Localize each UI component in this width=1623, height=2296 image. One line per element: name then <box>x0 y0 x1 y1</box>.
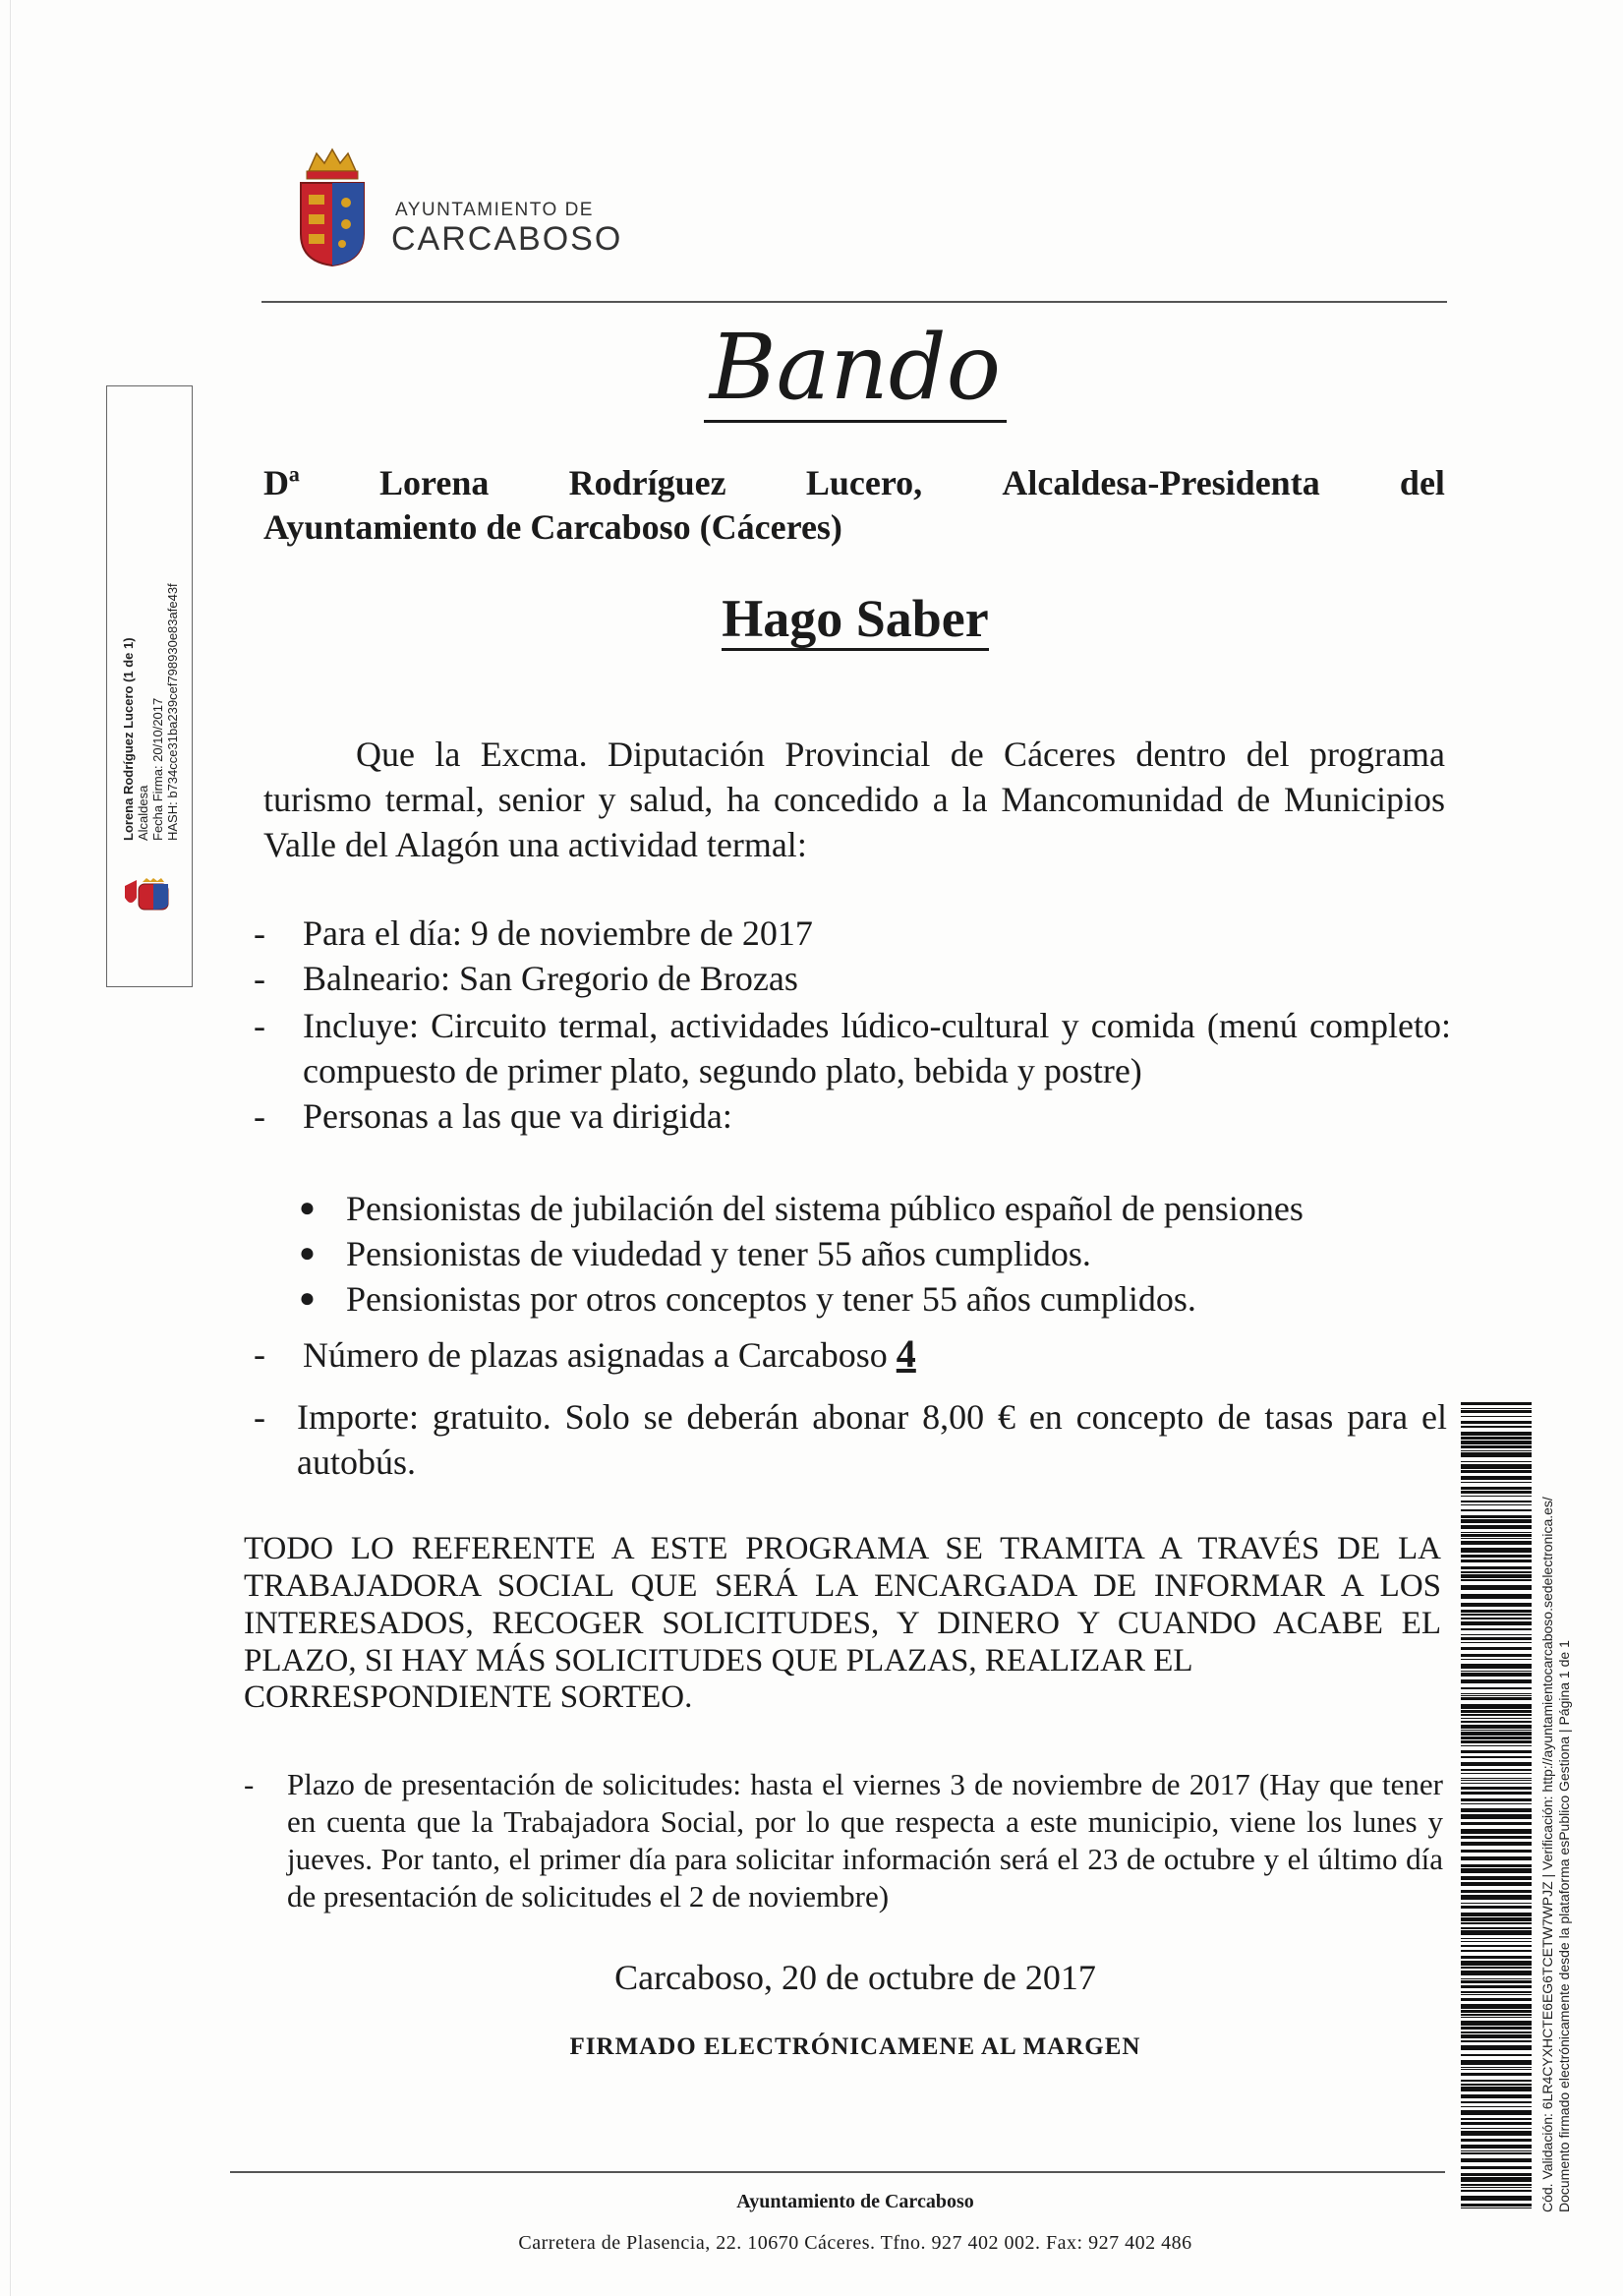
author-word: del <box>1399 463 1445 502</box>
plazas-value: 4 <box>896 1331 916 1376</box>
document-title: Bando <box>0 315 1623 420</box>
verification-text <box>1526 1396 1614 2212</box>
author-word: Dª <box>263 463 300 502</box>
verification-line: Cód. Validación: 6LR4CYXHCTE6EG6TCETW7WPJZ | Verificación: http://ayuntamientocarcaboso.sedelectronica.es/ <box>1539 1497 1555 2212</box>
date-line: Carcaboso, 20 de octubre de 2017 <box>614 1958 1096 1997</box>
header-divider <box>261 301 1447 303</box>
author-word: Lucero, <box>805 463 923 502</box>
coat-of-arms-icon <box>121 878 180 917</box>
author-word: Alcaldesa-Presidenta <box>1002 463 1320 502</box>
intro-paragraph: Que la Excma. Diputación Provincial de Cáceres dentro del programa turismo termal, senior y salud, ha concedido a la Mancomunidad de Municipios Valle del Alagón una actividad termal: <box>263 735 1445 864</box>
author-word: Rodríguez <box>568 463 726 502</box>
notice-paragraph-end: CORRESPONDIENTE SORTEO. <box>244 1679 693 1715</box>
author-line-2: Ayuntamiento de Carcaboso (Cáceres) <box>263 507 842 547</box>
org-label-big: CARCABOSO <box>391 220 623 258</box>
signature-stamp <box>106 385 193 987</box>
stamp-date: Fecha Firma: 20/10/2017 <box>150 697 165 841</box>
section-heading: Hago Saber <box>0 588 1623 649</box>
notice-paragraph: TODO LO REFERENTE A ESTE PROGRAMA SE TRAMITA A TRAVÉS DE LA TRABAJADORA SOCIAL QUE SERÁ LA ENCARGADA DE INFORMAR A LOS INTERESADOS, RECOGER SOLICITUDES, Y DINERO Y CUANDO ACABE EL PLAZO, SI HAY MÁS SOLICITUDES QUE PLAZAS, REALIZAR EL <box>244 1531 1441 1678</box>
author-word: Lorena <box>379 463 490 502</box>
signature-note: FIRMADO ELECTRÓNICAMENE AL MARGEN <box>569 2033 1141 2060</box>
stamp-role: Alcaldesa <box>136 785 150 841</box>
org-label-small: AYUNTAMIENTO DE <box>395 200 594 220</box>
footer-address: Carretera de Plasencia, 22. 10670 Cáceres. Tfno. 927 402 002. Fax: 927 402 486 <box>518 2232 1192 2254</box>
barcode <box>1461 1402 1532 2208</box>
coat-of-arms-icon <box>295 146 370 267</box>
author-line-1 <box>263 462 1445 503</box>
verification-line: Documento firmado electrónicamente desde la plataforma esPublico Gestiona | Página 1 de 1 <box>1556 1640 1572 2212</box>
stamp-hash: HASH: b734cce31ba239cef798930e83afe43f <box>165 583 180 841</box>
footer-org: Ayuntamiento de Carcaboso <box>736 2191 974 2212</box>
stamp-name: Lorena Rodríguez Lucero (1 de 1) <box>121 637 136 841</box>
footer-divider <box>230 2171 1445 2173</box>
